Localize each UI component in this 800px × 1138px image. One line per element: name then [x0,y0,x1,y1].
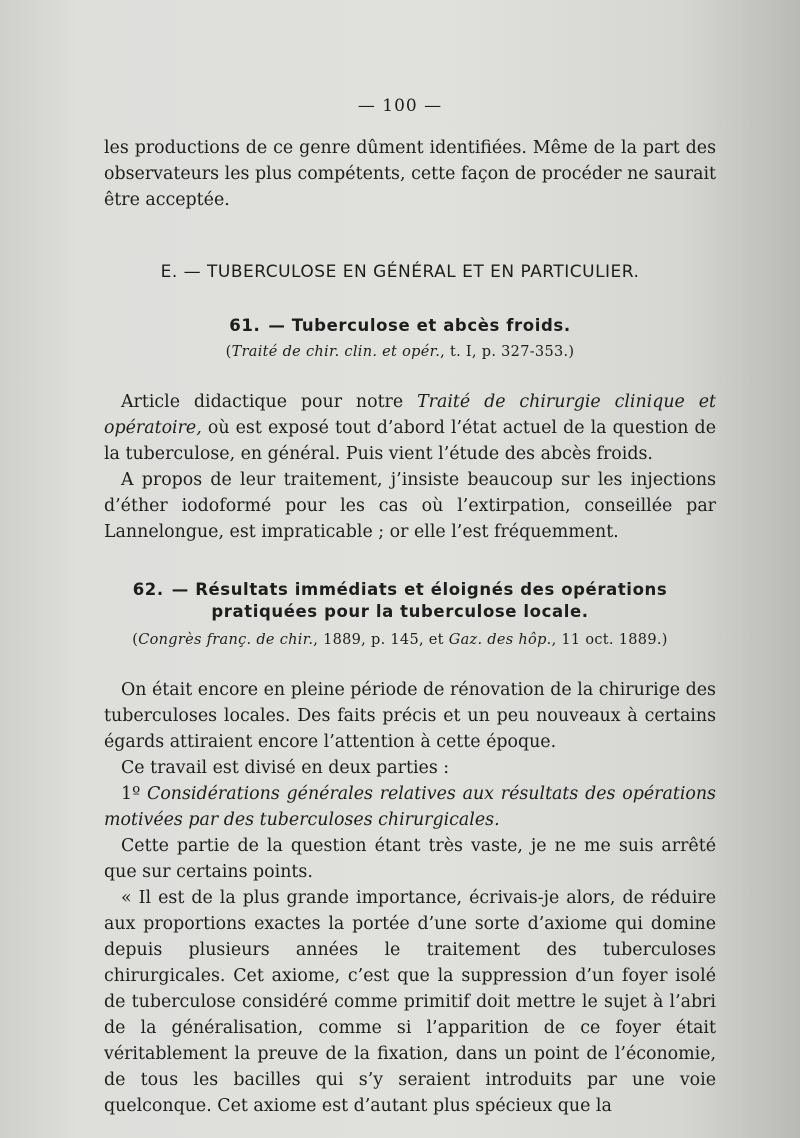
article-62-body [104,677,716,1119]
ref-title-2: Gaz. des hôp. [448,632,552,648]
article-61-paragraph-2: A propos de leur traitement, j’insiste beaucoup sur les injections d’éther iodoformé pour les cas où l’extirpation, conseillée par Lannelongue, est impraticable ; or elle l’est fréquemment. [104,470,716,542]
p1-text-before: Article didactique pour notre [121,392,418,412]
article-61-number: 61. [229,316,261,335]
p1-text-after: où est exposé tout d’abord l’état actuel de la question de la tuberculose, en général. Puis vient l’étude des abcès froids. [104,418,716,464]
article-61-heading [0,315,800,337]
page-number: — 100 — [357,96,443,116]
ref-end: , 11 oct. 1889.) [551,632,668,648]
ref-open: ( [225,344,232,360]
top-paragraph: les productions de ce genre dûment identifiées. Même de la part des observateurs les plus compétents, cette façon de procéder ne saurait être acceptée. [104,138,716,210]
article-61-title: — Tuberculose et abcès froids. [268,316,571,335]
ref-title-1: Congrès franç. de chir. [138,632,314,648]
p3-number: 1º [121,784,148,804]
article-61-body [104,389,716,545]
article-61-reference [0,344,800,360]
top-paragraph-block [104,135,716,213]
article-62-paragraph-2: Ce travail est divisé en deux parties : [121,758,450,778]
article-62-paragraph-4: Cette partie de la question étant très vaste, je ne me suis arrêté que sur certains points. [104,836,716,882]
ref-title: Traité de chir. clin. et opér. [231,344,441,360]
ref-rest: , t. I, p. 327-353.) [440,344,575,360]
article-62-paragraph-1: On était encore en pleine période de rénovation de la chirurige des tuberculoses locales. Des faits précis et un peu nouveaux à certains égards attiraient encore l’attention à cette époque. [104,680,716,752]
section-title: E. — TUBERCULOSE EN GÉNÉRAL ET EN PARTICULIER. [160,262,640,282]
article-62-title-1: — Résultats immédiats et éloignés des opérations [171,580,668,599]
article-62-reference [0,632,800,648]
article-62-title-line-2: pratiquées pour la tuberculose locale. [211,602,589,621]
p3-italic: Considérations générales relatives aux résultats des opérations motivées par des tuberculoses chirurgicales. [104,784,716,830]
p1-italic-title: Traité de chirurgie clinique et opératoire, [104,392,716,438]
article-62-number: 62. [132,580,164,599]
ref-open: ( [132,632,139,648]
ref-mid: , 1889, p. 145, et [313,632,449,648]
article-62-heading [0,579,800,623]
article-62-paragraph-5: « Il est de la plus grande importance, écrivais-je alors, de réduire aux proportions exactes la portée d’une sorte d’axiome qui domine depuis plusieurs années le traitement des tuberculoses chirurgicales. Cet axiome, c’est que la suppression d’un foyer isolé de tuberculose considéré comme primitif doit mettre le sujet à l’abri de la généralisation, comme si l’apparition de ce foyer était véritablement la preuve de la fixation, dans un point de l’économie, de tous les bacilles qui s’y seraient introduits par une voie quelconque. Cet axiome est d’autant plus spécieux que la [104,888,716,1116]
article-61-paragraph-1 [104,389,716,467]
article-62-paragraph-3 [104,781,716,833]
article-62-title-line-1 [0,579,800,601]
